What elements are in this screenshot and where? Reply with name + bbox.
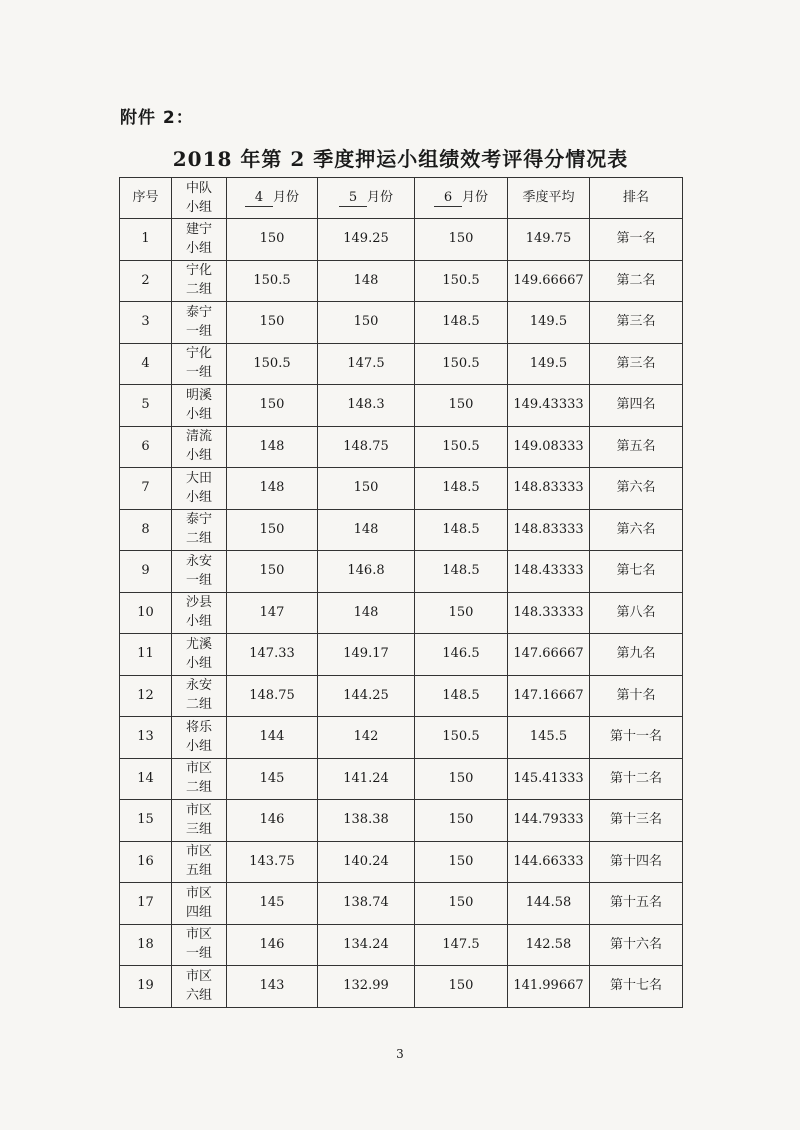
rank-cell: 第十五名 [590,883,683,925]
month-5-score: 132.99 [318,966,415,1008]
month-4-score: 150 [227,551,318,593]
group-name: 市区四组 [185,885,212,920]
month-4-score: 145 [227,883,318,925]
seq-cell: 2 [120,260,172,302]
table-row [120,758,683,800]
group-cell [172,800,227,842]
month-5-score: 144.25 [318,675,415,717]
month-6-score: 150.5 [415,343,508,385]
seq-cell: 5 [120,385,172,427]
page-number: 3 [396,1047,404,1061]
month-6-score: 150.5 [415,260,508,302]
rank-cell: 第三名 [590,343,683,385]
table-row [120,426,683,468]
seq-cell: 18 [120,924,172,966]
group-name: 市区二组 [185,761,212,796]
month-6-score: 150 [415,800,508,842]
group-cell [172,385,227,427]
quarter-average: 144.66333 [508,841,590,883]
month-4-score: 145 [227,758,318,800]
group-cell [172,551,227,593]
group-name: 永安二组 [185,678,212,713]
month-4-score: 148 [227,468,318,510]
header-month-6 [415,178,508,219]
group-cell [172,509,227,551]
group-name: 清流小组 [185,429,212,464]
group-name: 市区五组 [185,844,212,879]
month-4-score: 150 [227,219,318,261]
group-cell [172,260,227,302]
month-6-score: 150 [415,841,508,883]
group-cell [172,302,227,344]
rank-cell: 第七名 [590,551,683,593]
month-4-score: 144 [227,717,318,759]
table-row [120,343,683,385]
group-cell [172,592,227,634]
group-cell [172,675,227,717]
group-name: 沙县小组 [185,595,212,630]
rank-cell: 第十二名 [590,758,683,800]
group-cell [172,717,227,759]
month-5-score: 146.8 [318,551,415,593]
month-5-score: 148.75 [318,426,415,468]
table-row [120,302,683,344]
table-row [120,634,683,676]
seq-cell: 12 [120,675,172,717]
group-cell [172,343,227,385]
month-5-score: 150 [318,468,415,510]
quarter-average: 141.99667 [508,966,590,1008]
header-quarter-average: 季度平均 [508,178,590,219]
header-month-5-suffix: 月份 [366,190,393,205]
group-cell [172,634,227,676]
seq-cell: 3 [120,302,172,344]
table-row [120,966,683,1008]
rank-cell: 第五名 [590,426,683,468]
month-5-score: 141.24 [318,758,415,800]
table-row [120,841,683,883]
month-4-score: 148 [227,426,318,468]
document-title: 2018 年第 2 季度押运小组绩效考评得分情况表 [172,147,629,171]
quarter-average: 149.43333 [508,385,590,427]
group-name: 明溪小组 [185,387,212,422]
month-6-score: 148.5 [415,509,508,551]
seq-cell: 7 [120,468,172,510]
quarter-average: 149.66667 [508,260,590,302]
month-5-score: 149.17 [318,634,415,676]
group-name: 尤溪小组 [185,636,212,671]
quarter-average: 149.75 [508,219,590,261]
attachment-label: 附件 2： [120,108,194,128]
rank-cell: 第二名 [590,260,683,302]
header-month-4-suffix: 月份 [272,190,299,205]
table-row [120,883,683,925]
group-name: 泰宁二组 [185,512,212,547]
month-6-score: 146.5 [415,634,508,676]
month-5-score: 138.74 [318,883,415,925]
group-name: 宁化二组 [185,263,212,298]
header-group-text: 中队小组 [185,180,212,215]
table-row [120,551,683,593]
month-6-score: 150.5 [415,426,508,468]
month-6-score: 150 [415,883,508,925]
quarter-average: 148.43333 [508,551,590,593]
rank-cell: 第十四名 [590,841,683,883]
month-5-score: 138.38 [318,800,415,842]
seq-cell: 13 [120,717,172,759]
quarter-average: 149.5 [508,302,590,344]
rank-cell: 第四名 [590,385,683,427]
table-row [120,385,683,427]
month-4-score: 150 [227,385,318,427]
table-row [120,924,683,966]
month-4-score: 143 [227,966,318,1008]
month-6-score: 148.5 [415,675,508,717]
month-4-score: 147 [227,592,318,634]
rank-cell: 第九名 [590,634,683,676]
group-name: 大田小组 [185,470,212,505]
month-5-score: 148 [318,509,415,551]
table-row [120,509,683,551]
group-name: 市区三组 [185,802,212,837]
header-group [172,178,227,219]
table-row [120,468,683,510]
seq-cell: 15 [120,800,172,842]
month-4-score: 150.5 [227,260,318,302]
rank-cell: 第六名 [590,468,683,510]
month-5-score: 140.24 [318,841,415,883]
header-row [120,178,683,219]
month-4-score: 150.5 [227,343,318,385]
quarter-average: 142.58 [508,924,590,966]
header-seq: 序号 [120,178,172,219]
month-6-score: 148.5 [415,551,508,593]
group-name: 将乐小组 [185,719,212,754]
month-6-score: 150 [415,385,508,427]
rank-cell: 第十名 [590,675,683,717]
month-6-score: 150 [415,758,508,800]
score-table [119,177,683,1008]
month-5-score: 148 [318,592,415,634]
group-name: 建宁小组 [185,221,212,256]
header-month-5-num: 5 [339,190,367,207]
seq-cell: 14 [120,758,172,800]
quarter-average: 147.16667 [508,675,590,717]
table-body [120,219,683,1008]
group-name: 泰宁一组 [185,304,212,339]
month-6-score: 147.5 [415,924,508,966]
month-6-score: 150 [415,219,508,261]
month-4-score: 143.75 [227,841,318,883]
header-month-6-suffix: 月份 [461,190,488,205]
rank-cell: 第六名 [590,509,683,551]
table-row [120,717,683,759]
quarter-average: 149.08333 [508,426,590,468]
month-6-score: 150 [415,966,508,1008]
quarter-average: 147.66667 [508,634,590,676]
month-5-score: 150 [318,302,415,344]
seq-cell: 1 [120,219,172,261]
table-row [120,260,683,302]
seq-cell: 9 [120,551,172,593]
rank-cell: 第三名 [590,302,683,344]
quarter-average: 145.5 [508,717,590,759]
group-name: 宁化一组 [185,346,212,381]
month-4-score: 150 [227,302,318,344]
rank-cell: 第十一名 [590,717,683,759]
header-month-5 [318,178,415,219]
month-4-score: 147.33 [227,634,318,676]
quarter-average: 148.83333 [508,468,590,510]
group-cell [172,883,227,925]
month-4-score: 146 [227,924,318,966]
quarter-average: 145.41333 [508,758,590,800]
quarter-average: 149.5 [508,343,590,385]
group-cell [172,841,227,883]
month-5-score: 147.5 [318,343,415,385]
month-6-score: 150 [415,592,508,634]
rank-cell: 第十七名 [590,966,683,1008]
quarter-average: 144.58 [508,883,590,925]
month-5-score: 142 [318,717,415,759]
group-cell [172,924,227,966]
month-4-score: 150 [227,509,318,551]
header-rank: 排名 [590,178,683,219]
seq-cell: 8 [120,509,172,551]
header-month-6-num: 6 [434,190,462,207]
rank-cell: 第十六名 [590,924,683,966]
table-row [120,675,683,717]
group-cell [172,758,227,800]
table-row [120,219,683,261]
rank-cell: 第十三名 [590,800,683,842]
month-6-score: 150.5 [415,717,508,759]
month-6-score: 148.5 [415,468,508,510]
month-6-score: 148.5 [415,302,508,344]
group-name: 市区一组 [185,927,212,962]
month-5-score: 134.24 [318,924,415,966]
table-row [120,800,683,842]
quarter-average: 148.33333 [508,592,590,634]
seq-cell: 11 [120,634,172,676]
seq-cell: 10 [120,592,172,634]
quarter-average: 144.79333 [508,800,590,842]
group-cell [172,426,227,468]
group-name: 市区六组 [185,968,212,1003]
rank-cell: 第八名 [590,592,683,634]
group-cell [172,468,227,510]
group-cell [172,966,227,1008]
month-4-score: 148.75 [227,675,318,717]
seq-cell: 16 [120,841,172,883]
header-month-4-num: 4 [245,190,273,207]
header-month-4 [227,178,318,219]
month-5-score: 148 [318,260,415,302]
seq-cell: 17 [120,883,172,925]
table-row [120,592,683,634]
seq-cell: 6 [120,426,172,468]
group-cell [172,219,227,261]
quarter-average: 148.83333 [508,509,590,551]
month-4-score: 146 [227,800,318,842]
month-5-score: 148.3 [318,385,415,427]
month-5-score: 149.25 [318,219,415,261]
seq-cell: 19 [120,966,172,1008]
rank-cell: 第一名 [590,219,683,261]
group-name: 永安一组 [185,553,212,588]
seq-cell: 4 [120,343,172,385]
